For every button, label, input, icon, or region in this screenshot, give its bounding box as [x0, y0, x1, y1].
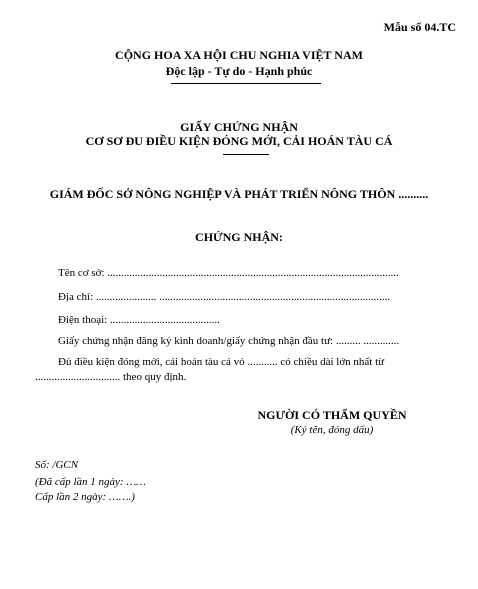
issue-date-second: Cấp lần 2 ngày: …….): [35, 491, 135, 503]
certificate-number: Số: /GCN: [35, 459, 79, 471]
field-condition-line2: ............................... theo quy định.: [35, 371, 187, 383]
motto-underline: [171, 83, 321, 84]
certificate-subtitle: CƠ SƠ ĐU ĐIỀU KIỆN ĐÓNG MỚI, CẢI HOÁN TÀU CÁ: [85, 134, 393, 148]
national-motto: Độc lập - Tự do - Hạnh phúc: [165, 64, 313, 78]
field-facility-name: Tên cơ sở: ..........................................................................................................: [58, 267, 399, 279]
signer-note: (Ký tên, đóng dấu): [290, 424, 374, 436]
certify-heading: CHỨNG NHẬN:: [195, 230, 283, 244]
title-underline: [223, 154, 269, 155]
field-phone: Điện thoại: ........................................: [58, 314, 220, 326]
form-code: Mẫu số 04.TC: [383, 20, 456, 34]
signer-title: NGƯỜI CÓ THẨM QUYỀN: [257, 408, 407, 422]
field-business-license: Giấy chứng nhận đăng ký kinh doanh/giấy chứng nhận đầu tư: ......... .............: [58, 335, 400, 347]
issue-date-first: (Đã cấp lần 1 ngày: ……: [35, 476, 146, 488]
field-address: Địa chỉ: ...................... ....................................................................................: [58, 291, 391, 303]
certificate-title: GIẤY CHỨNG NHẬN: [180, 120, 298, 134]
field-condition-line1: Đủ điều kiện đóng mới, cải hoán tàu cá vỏ ........... có chiều dài lớn nhất từ: [58, 356, 385, 368]
national-title: CỘNG HOA XA HỘI CHU NGHIA VIỆT NAM: [115, 48, 363, 62]
issuing-authority: GIÁM ĐỐC SỞ NÔNG NGHIỆP VÀ PHÁT TRIỂN NÔNG THÔN ..........: [49, 187, 429, 201]
